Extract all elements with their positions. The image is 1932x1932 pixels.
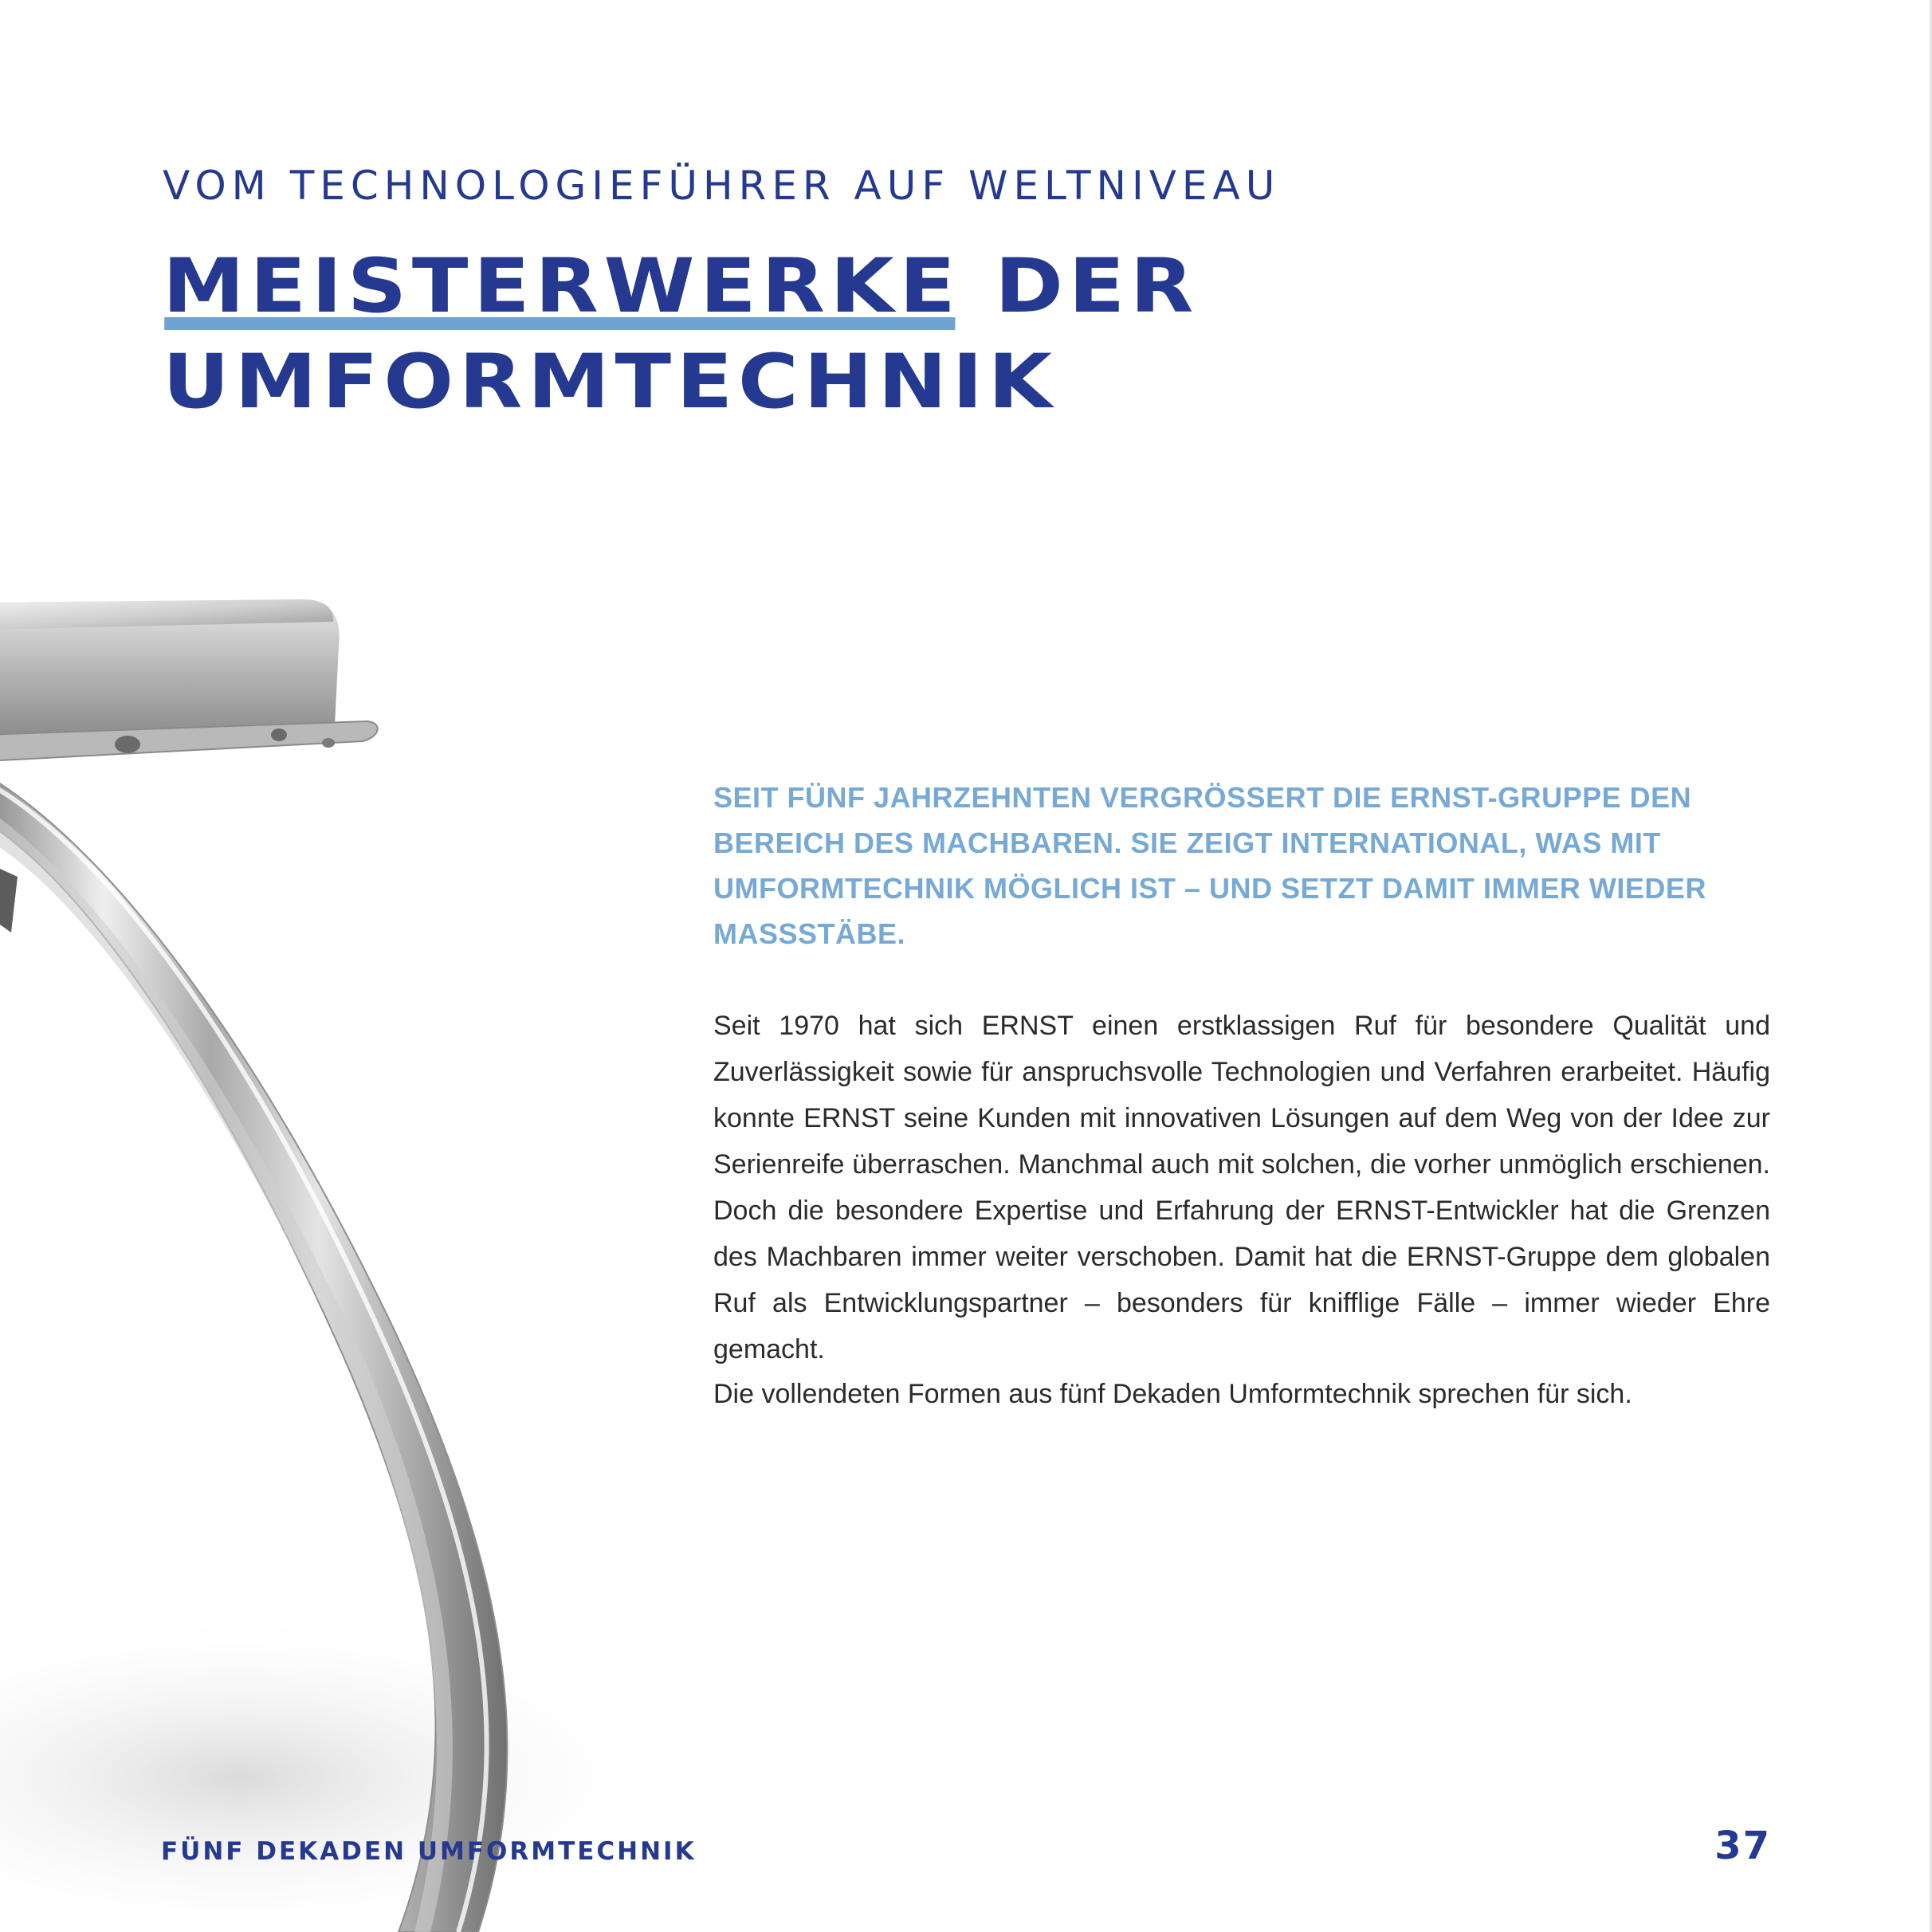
title-word-1: MEISTERWERKE — [163, 243, 961, 330]
formed-metal-ring-photo — [0, 558, 654, 1932]
page-number: 37 — [1714, 1824, 1771, 1868]
footer-title: FÜNF DEKADEN UMFORMTECHNIK — [161, 1837, 697, 1866]
title-line-2: UMFORMTECHNIK — [163, 339, 1058, 426]
title-word-2: DER — [995, 243, 1200, 330]
body-paragraph: Seit 1970 hat sich ERNST einen erstklassigen Ruf für besondere Qualität und Zuverlässigkeit sowie für anspruchsvolle Technologien und Verfahren erarbeitet. Häufig konnte ERNST seine Kunden mit innovativen Lösungen auf dem Weg von der Idee zur Serienreife überraschen. Manchmal auch mit solchen, die vorher unmöglich erschienen. Doch die besondere Expertise und Erfahrung der ERNST-Entwickler hat die Grenzen des Machbaren immer weiter verschoben. Damit hat die ERNST-Gruppe dem globalen Ruf als Entwicklungspartner – besonders für knifflige Fälle – immer wieder Ehre gemacht. — [713, 1011, 1770, 1365]
lead-paragraph: SEIT FÜNF JAHRZEHNTEN VERGRÖSSERT DIE ERNST-GRUPPE DEN BEREICH DES MACHBAREN. SIE ZEIGT INTERNATIONAL, WAS MIT UMFORMTECHNIK MÖGLICH IST – UND SETZT DAMIT IMMER WIEDER MASSSTÄBE. — [713, 781, 1706, 950]
closing-paragraph: Die vollendeten Formen aus fünf Dekaden Umformtechnik sprechen für sich. — [713, 1379, 1632, 1409]
title-line-1 — [163, 239, 1199, 335]
title-underlined-word — [163, 239, 961, 335]
page-kicker: VOM TECHNOLOGIEFÜHRER AUF WELTNIVEAU — [163, 163, 1281, 209]
page-title — [163, 239, 1199, 430]
